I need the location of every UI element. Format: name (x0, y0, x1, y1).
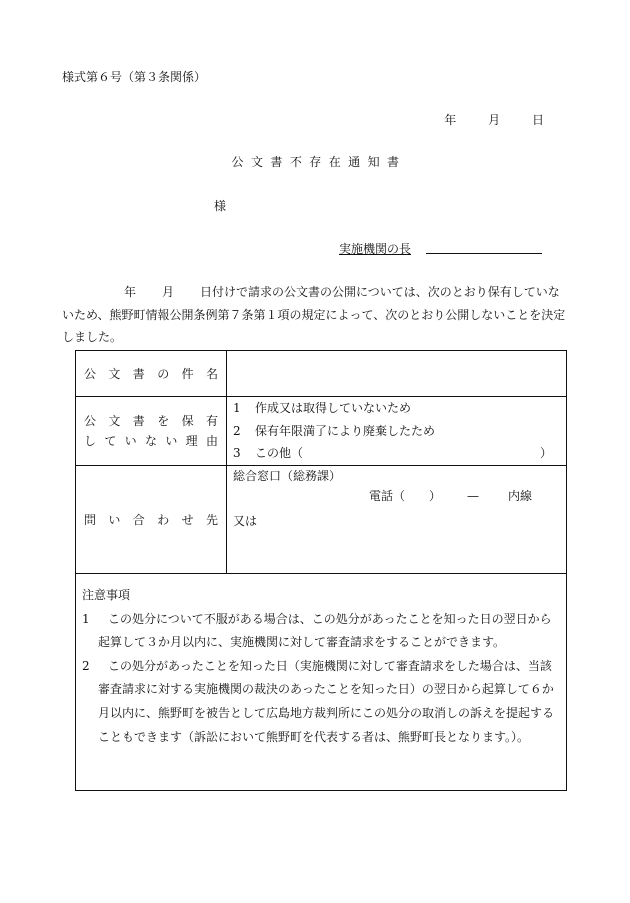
reason-number: 1 (233, 401, 241, 415)
document-title: 公文書不存在通知書 (231, 155, 407, 169)
date-day: 日 (531, 113, 544, 127)
reason-text: この他（ (255, 446, 304, 460)
issuer-signature-line (426, 253, 542, 254)
body-text: 日付けで請求の公文書の公開については、次のとおり保有していないため、熊野町情報公開条例第７条第１項の規定によって、次のとおり公開しないことを決定しました。 (62, 285, 566, 344)
notes-title: 注意事項 (82, 588, 131, 602)
notes-cell (76, 574, 567, 791)
notice-table (75, 350, 567, 791)
note-number: 1 (82, 611, 90, 626)
alt-contact: 又は (233, 514, 258, 528)
reason-text: 作成又は取得していないため (255, 401, 412, 415)
contact-block (227, 466, 566, 573)
note-item (82, 608, 558, 655)
phone-close: ） (429, 489, 442, 503)
notes-row (76, 574, 567, 791)
reason-item (227, 420, 566, 443)
note-item (82, 655, 558, 749)
contact-window: 総合窓口（総務課） (233, 469, 342, 483)
reason-number: 2 (233, 423, 241, 438)
body-month: 月 (162, 285, 175, 299)
extension-label: 内線 (508, 489, 533, 503)
contact-label: 問 い 合 わ せ 先 (76, 466, 227, 574)
form-label: 様式第６号（第３条関係） (62, 70, 207, 84)
reason-label-line-2: し て い な い 理 由 (84, 434, 218, 448)
phone-label: 電話（ (369, 489, 406, 503)
subject-row (76, 351, 567, 397)
note-text: この処分があったことを知った日（実施機関に対して審査請求をした場合は、当該審査請求に対する実施機関の裁決のあったことを知った日）の翌日から起算して６か月以内に、熊野町を被告として広島地方裁判所にこの処分の取消しの訴えを提起することもできます（訴訟において熊野町を代表する者は、熊野町長となります。）。 (98, 658, 555, 744)
reason-item (227, 442, 566, 465)
date-month: 月 (488, 113, 501, 127)
reason-number: 3 (233, 446, 241, 460)
contact-value (227, 466, 567, 574)
note-text: この処分について不服がある場合は、この処分があったことを知った日の翌日から起算して３か月以内に、実施機関に対して審査請求をすることができます。 (98, 611, 552, 650)
reason-row (76, 397, 567, 466)
reason-list (227, 397, 567, 466)
phone-dash: — (467, 489, 479, 503)
subject-value (227, 351, 567, 397)
date-line (418, 111, 544, 128)
note-number: 2 (82, 658, 90, 673)
reason-other-close: ） (539, 446, 552, 460)
contact-row (76, 466, 567, 574)
issuer-label: 実施機関の長 (339, 242, 412, 256)
notice-body (62, 281, 568, 349)
reason-label-line-1: 公 文 書 を 保 有 (84, 414, 218, 428)
reason-text: 保有年限満了により廃棄したため (255, 423, 436, 438)
notes (76, 574, 566, 749)
recipient-suffix: 様 (214, 199, 227, 213)
subject-label: 公 文 書 の 件 名 (76, 351, 227, 397)
reason-label (76, 397, 227, 466)
reason-item (227, 397, 566, 420)
date-year: 年 (444, 113, 457, 127)
body-year: 年 (124, 285, 137, 299)
